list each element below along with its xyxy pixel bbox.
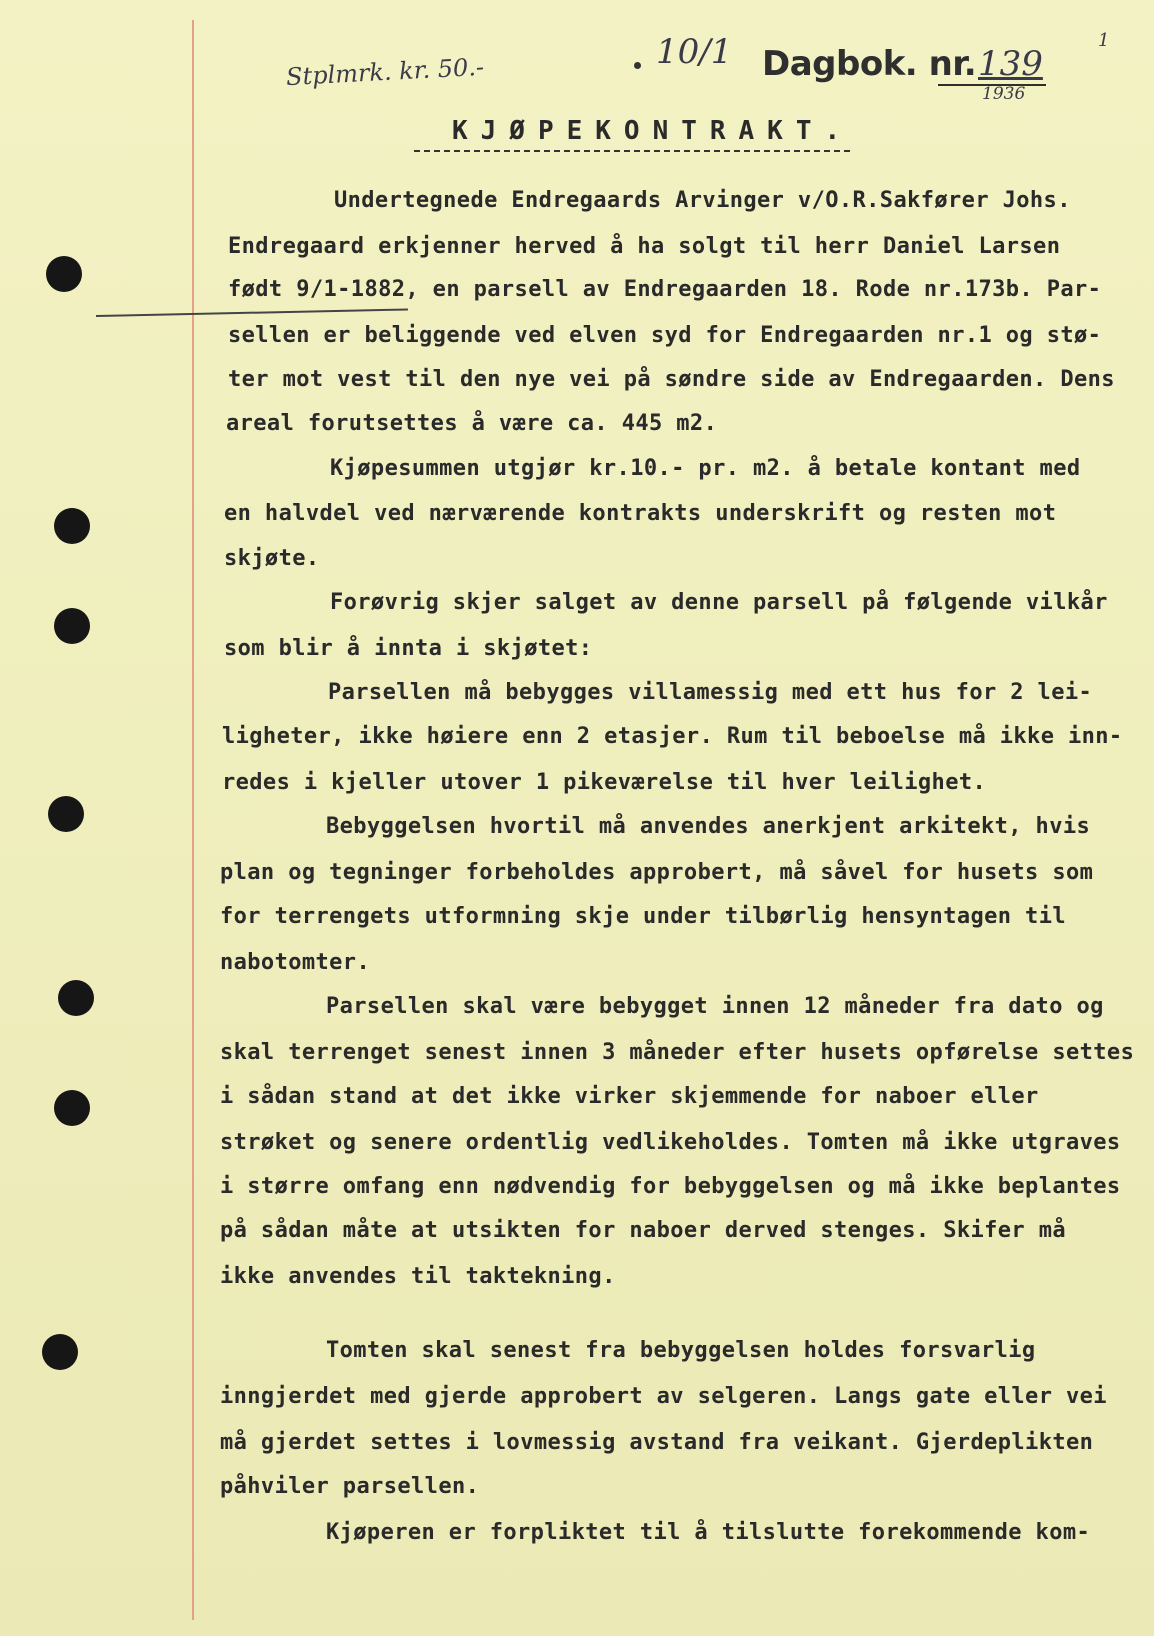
- text-line: plan og tegninger forbeholdes approbert, må såvel for husets som: [220, 860, 1094, 885]
- text-line: Undertegnede Endregaards Arvinger v/O.R.Sakfører Johs.: [334, 188, 1071, 213]
- document-title: KJØPEKONTRAKT.: [452, 116, 854, 146]
- punch-hole-3: [54, 608, 90, 644]
- text-line: Tomten skal senest fra bebyggelsen holdes forsvarlig: [326, 1338, 1036, 1363]
- text-line: må gjerdet settes i lovmessig avstand fra veikant. Gjerdeplikten: [220, 1430, 1094, 1455]
- margin-underline: [96, 308, 408, 317]
- dagbok-year: 1936: [982, 84, 1026, 104]
- text-line: som blir å innta i skjøtet:: [224, 636, 593, 661]
- punch-hole-6: [54, 1090, 90, 1126]
- text-line: Parsellen skal være bebygget innen 12 måneder fra dato og: [326, 994, 1104, 1019]
- punch-hole-7: [42, 1334, 78, 1370]
- text-line: nabotomter.: [220, 950, 371, 975]
- text-line: Kjøperen er forpliktet til å tilslutte forekommende kom-: [326, 1520, 1091, 1545]
- handwritten-date: 10/1: [656, 32, 733, 72]
- text-line: en halvdel ved nærværende kontrakts underskrift og resten mot: [224, 501, 1057, 526]
- text-line: skal terrenget senest innen 3 måneder efter husets opførelse settes: [220, 1040, 1135, 1065]
- text-line: ikke anvendes til taktekning.: [220, 1264, 616, 1289]
- dagbok-label: Dagbok. nr.: [762, 44, 977, 84]
- text-line: for terrengets utformning skje under tilbørlig hensyntagen til: [220, 904, 1066, 929]
- ink-dot: [634, 62, 641, 69]
- text-line: areal forutsettes å være ca. 445 m2.: [226, 411, 718, 436]
- text-line: Bebyggelsen hvortil må anvendes anerkjent arkitekt, hvis: [326, 814, 1091, 839]
- text-line: Endregaard erkjenner herved å ha solgt til herr Daniel Larsen: [228, 234, 1061, 259]
- stamp-note: Stplmrk. kr. 50.-: [285, 52, 485, 92]
- punch-hole-2: [54, 508, 90, 544]
- text-line: inngjerdet med gjerde approbert av selgeren. Langs gate eller vei: [220, 1384, 1107, 1409]
- punch-hole-1: [46, 256, 82, 292]
- text-line: ter mot vest til den nye vei på søndre side av Endregaarden. Dens: [228, 367, 1115, 392]
- text-line: sellen er beliggende ved elven syd for Endregaarden nr.1 og stø-: [228, 323, 1102, 348]
- text-line: i sådan stand at det ikke virker skjemmende for naboer eller: [220, 1084, 1039, 1109]
- text-line: påhviler parsellen.: [220, 1474, 480, 1499]
- title-underline: [414, 150, 850, 152]
- margin-line: [192, 20, 194, 1620]
- text-line: på sådan måte at utsikten for naboer derved stenges. Skifer må: [220, 1218, 1066, 1243]
- text-line: skjøte.: [224, 546, 320, 571]
- punch-hole-4: [48, 796, 84, 832]
- text-line: Kjøpesummen utgjør kr.10.- pr. m2. å betale kontant med: [330, 456, 1081, 481]
- punch-hole-5: [58, 980, 94, 1016]
- text-line: redes i kjeller utover 1 pikeværelse til hver leilighet.: [222, 770, 987, 795]
- dagbok-number: 139: [978, 44, 1043, 84]
- text-line: ligheter, ikke høiere enn 2 etasjer. Rum til beboelse må ikke inn-: [222, 724, 1123, 749]
- text-line: strøket og senere ordentlig vedlikeholdes. Tomten må ikke utgraves: [220, 1130, 1121, 1155]
- text-line: Parsellen må bebygges villamessig med ett hus for 2 lei-: [328, 680, 1093, 705]
- text-line: født 9/1-1882, en parsell av Endregaarden 18. Rode nr.173b. Par-: [228, 277, 1102, 302]
- corner-mark: 1: [1098, 30, 1110, 51]
- text-line: Forøvrig skjer salget av denne parsell på følgende vilkår: [330, 590, 1108, 615]
- text-line: i større omfang enn nødvendig for bebyggelsen og må ikke beplantes: [220, 1174, 1121, 1199]
